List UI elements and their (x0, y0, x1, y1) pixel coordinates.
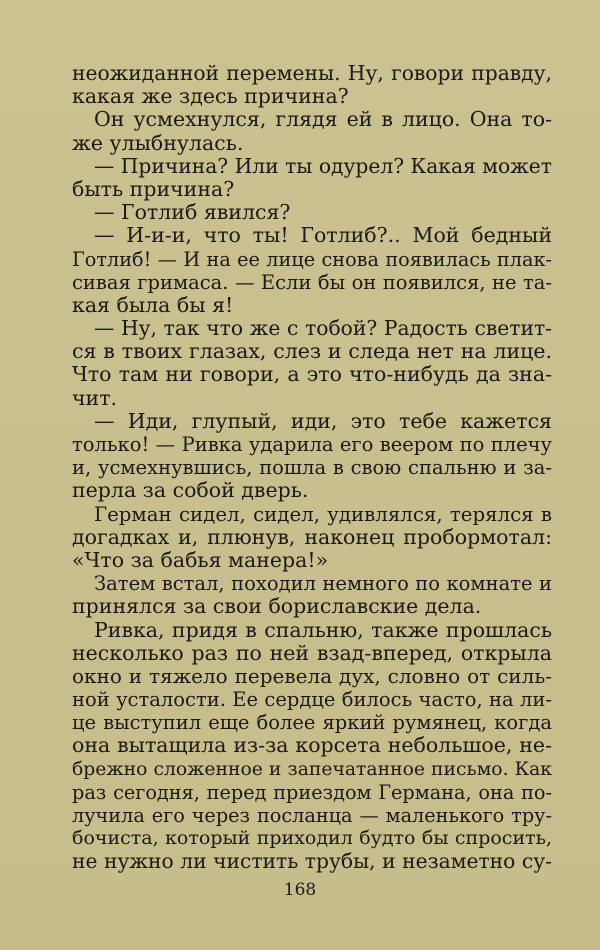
text-line: — И-и-и, что ты! Готлиб?.. Мой бедный (94, 223, 552, 248)
text-line: — Готлиб явился? (94, 200, 291, 225)
body-text (72, 62, 552, 874)
text-line: догадках и, плюнув, наконец пробормотал: (72, 524, 552, 549)
text-line: лучила его через посланца — маленького тру- (72, 804, 552, 827)
text-line: принялся за свои бориславские дела. (72, 594, 482, 619)
text-line: бочиста, который приходил будто бы спросить, (72, 827, 552, 850)
text-line: ся в твоих глазах, слез и следа нет на лице. (72, 339, 552, 364)
text-line: перла за собой дверь. (72, 478, 309, 503)
text-line: же улыбнулась. (72, 130, 244, 155)
text-line: не нужно ли чистить трубы, и незаметно су- (72, 849, 552, 874)
text-line: несколько раз по ней взад-вперед, открыла (72, 640, 552, 665)
text-line: кая была бы я! (72, 292, 234, 317)
text-line: какая же здесь причина? (72, 84, 349, 109)
text-line: — Иди, глупый, иди, это тебе кажется (94, 408, 552, 433)
text-line: — Причина? Или ты одурел? Какая может (94, 153, 552, 178)
page-number: 168 (283, 880, 317, 900)
text-line: Он усмехнулся, глядя ей в лицо. Она то- (94, 107, 552, 132)
text-line: неожиданной перемены. Ну, говори правду, (72, 61, 552, 85)
text-line: и, усмехнувшись, пошла в свою спальню и за- (72, 456, 552, 480)
text-line: только! — Ривка ударила его веером по плечу (72, 433, 552, 456)
text-line: быть причина? (72, 176, 235, 201)
text-line: Герман сидел, сидел, удивлялся, терялся в (94, 502, 552, 526)
text-line: раз сегодня, перед приездом Германа, она по- (72, 780, 552, 804)
text-line: Ривка, придя в спальню, также прошлась (94, 617, 552, 642)
text-line: Затем встал, походил немного по комнате и (94, 572, 552, 596)
text-line: — Ну, так что же с тобой? Радость светит- (94, 316, 552, 341)
text-line: Что там ни говори, а это что-нибудь да зна- (72, 362, 552, 387)
text-line: Готлиб! — И на ее лице снова появилась плак- (72, 247, 552, 271)
text-line: ной усталости. Ее сердце билось часто, на ли- (72, 688, 552, 712)
text-line: сивая гримаса. — Если бы он появился, не та- (72, 270, 552, 294)
text-line: чит. (72, 385, 118, 410)
text-line: она вытащила из-за корсета небольшое, не- (72, 733, 552, 758)
text-line: це выступил еще более яркий румянец, когда (72, 711, 552, 735)
text-line: окно и тяжело перевела дух, словно от силь- (72, 663, 552, 688)
text-line: «Что за бабья манера!» (72, 547, 329, 572)
text-line: брежно сложенное и запечатанное письмо. Как (72, 758, 552, 780)
